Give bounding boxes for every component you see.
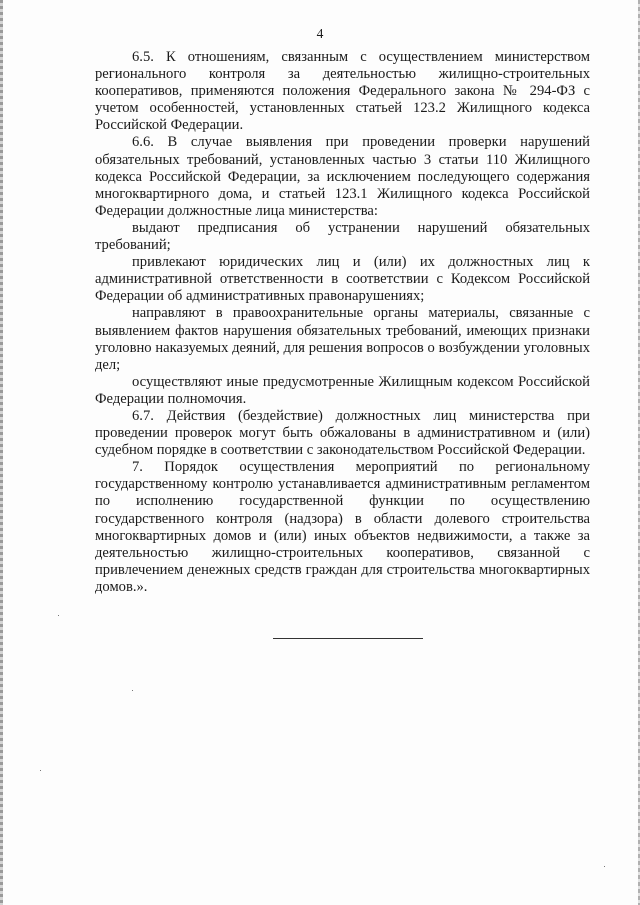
list-item-liability: привлекают юридических лиц и (или) их должностных лиц к административной ответственности в соответствии с Кодексом Российской Федерации об административных правонарушениях; (95, 254, 590, 305)
list-item-prescriptions: выдают предписания об устранении нарушений обязательных требований; (95, 219, 590, 254)
list-item-law-enforcement: направляют в правоохранительные органы материалы, связанные с выявлением фактов нарушения обязательных требований, имеющих признаки уголовно наказуемых деяний, для решения вопросов о возбуждении уголовных дел; (95, 305, 590, 373)
paragraph-6-6: 6.6. В случае выявления при проведении проверки нарушений обязательных требований, установленных частью 3 статьи 110 Жилищного кодекса Российской Федерации, за исключением последующего содержания многоквартирного дома, и статьей 123.1 Жилищного кодекса Российской Федерации должностные лица министерства: (95, 134, 590, 219)
scan-speck (40, 770, 41, 771)
scan-edge-left (0, 0, 3, 905)
list-item-other-powers: осуществляют иные предусмотренные Жилищным кодексом Российской Федерации полномочия. (95, 373, 590, 407)
document-body (95, 49, 590, 596)
paragraph-6-7: 6.7. Действия (бездействие) должностных лиц министерства при проведении проверок могут быть обжалованы в административном и (или) судебном порядке в соответствии с законодательством Российской Федерации. (95, 407, 590, 459)
page-number: 4 (316, 26, 324, 41)
paragraph-7: 7. Порядок осуществления мероприятий по региональному государственному контролю устанавливается административным регламентом по исполнению государственной функции по осуществлению государственного контроля (надзора) в области долевого строительства многоквартирных домов и (или) иных объектов недвижимости, а также за деятельностью жилищно-строительных кооперативов, связанной с привлечением денежных средств граждан для строительства многоквартирных домов.». (95, 459, 590, 595)
end-rule (273, 638, 423, 639)
paragraph-6-5: 6.5. К отношениям, связанным с осуществлением министерством регионального контроля за деятельностью жилищно-строительных кооперативов, применяются положения Федерального закона № 294-ФЗ с учетом особенностей, установленных статьей 123.2 Жилищного кодекса Российской Федерации. (95, 49, 590, 134)
scan-speck (604, 866, 605, 867)
scan-speck (58, 615, 59, 616)
scan-speck (132, 690, 133, 691)
